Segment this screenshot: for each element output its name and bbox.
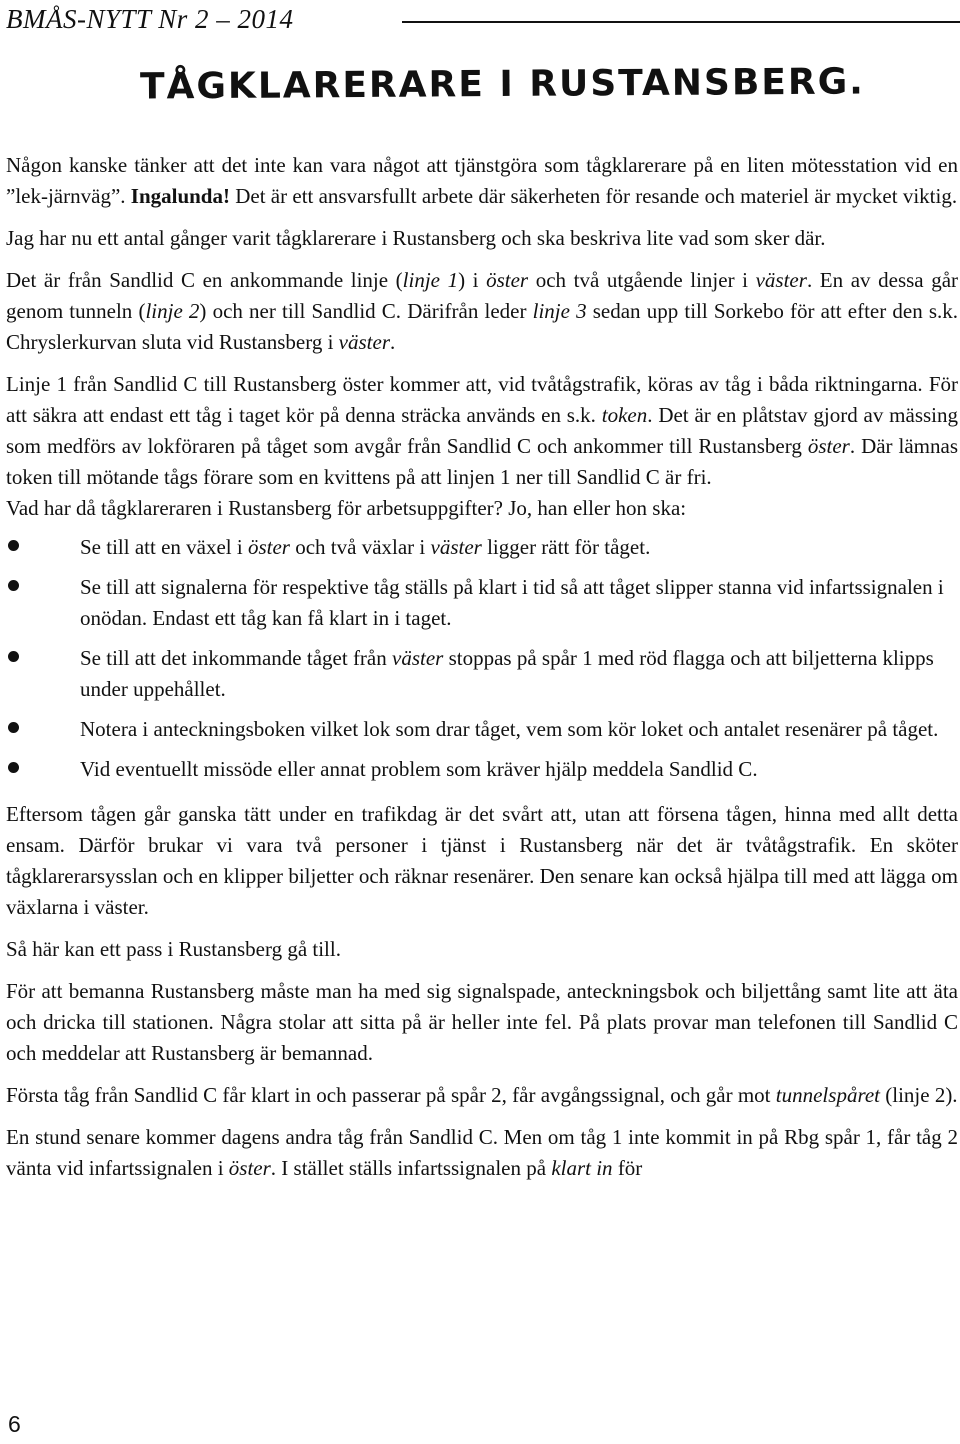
emphasis-italic: väster (430, 535, 482, 559)
emphasis-italic: linje 3 (532, 299, 587, 323)
text-run: Det är ett ansvarsfullt arbete där säkerheten för resande och materiel är mycket viktig. (229, 184, 958, 208)
paragraph-token (6, 369, 958, 493)
text-run: Vid eventuellt missöde eller annat problem som kräver hjälp meddela Sandlid C. (80, 757, 758, 781)
text-run: och två utgående linjer i (528, 268, 756, 292)
list-item (6, 572, 958, 634)
text-run: . En av dessa går genom tunneln ( (6, 268, 959, 323)
text-run: Någon kanske tänker att det inte kan vara något att tjänstgöra som tågklarerare på en liten mötesstation vid en ”lek-järnväg”. (6, 153, 958, 208)
text-run: (linje 2). (880, 1083, 958, 1107)
paragraph-second-train (6, 1122, 958, 1184)
text-run: Se till att signalerna för respektive tåg ställs på klart i tid så att tåget slipper stanna vid infartssignalen i onödan. Endast ett tåg kan få klart in i taget. (80, 575, 944, 630)
emphasis-italic: klart in (551, 1156, 613, 1180)
bullet-icon (8, 762, 19, 773)
list-item (6, 532, 958, 563)
text-run: Se till att det inkommande tåget från (80, 646, 392, 670)
emphasis-italic: token (601, 403, 648, 427)
emphasis-italic: väster (755, 268, 807, 292)
emphasis-italic: väster (392, 646, 444, 670)
emphasis-italic: öster (228, 1156, 271, 1180)
emphasis-italic: öster (807, 434, 850, 458)
paragraph-tasks-intro: Vad har då tågklareraren i Rustansberg för arbetsuppgifter? Jo, han eller hon ska: (6, 496, 687, 520)
page-number: 6 (8, 1411, 21, 1437)
emphasis-italic: tunnelspåret (775, 1083, 880, 1107)
text-run: . (390, 330, 396, 354)
emphasis-italic: väster (338, 330, 390, 354)
emphasis-italic: linje 1 (402, 268, 459, 292)
paragraph-first-train (6, 1080, 958, 1111)
emphasis-italic: öster (486, 268, 529, 292)
bullet-icon (8, 722, 19, 733)
paragraph-experience: Jag har nu ett antal gånger varit tågklarerare i Rustansberg och ska beskriva lite vad som sker där. (6, 226, 826, 250)
text-run: för (612, 1156, 643, 1180)
text-run: Det är från Sandlid C en ankommande linje ( (6, 268, 403, 292)
text-run: Notera i anteckningsboken vilket lok som drar tåget, vem som kör loket och antalet resenärer på tåget. (80, 717, 939, 741)
emphasis-italic: öster (247, 535, 290, 559)
header-rule (402, 21, 960, 23)
article-title: TÅGKLARERARE I RUSTANSBERG. (139, 61, 866, 108)
text-run: . Det är en plåtstav gjord av mässing som medförs av lokföraren på tåget som avgår från Sandlid C och ankommer till Rustansberg (6, 403, 958, 458)
text-run: En stund senare kommer dagens andra tåg från Sandlid C. Men om tåg 1 inte kommit in på Rbg spår 1, får tåg 2 vänta vid infartssignalen i (6, 1125, 958, 1180)
bullet-icon (8, 651, 19, 662)
text-run: ligger rätt för tåget. (481, 535, 651, 559)
task-list (6, 532, 958, 785)
bullet-icon (8, 540, 19, 551)
text-run: Första tåg från Sandlid C får klart in och passerar på spår 2, får avgångssignal, och går mot (6, 1083, 776, 1107)
paragraph-equipment: För att bemanna Rustansberg måste man ha med sig signalspade, anteckningsbok och biljettång samt lite att äta och dricka till stationen. Några stolar att sitta på är heller inte fel. På plats provar man telefonen till Sandlid C och meddelar att Rustansberg är bemannad. (6, 979, 958, 1065)
text-run: . I stället ställs infartssignalen på (270, 1156, 552, 1180)
list-item (6, 714, 958, 745)
publication-header: BMÅS-NYTT Nr 2 – 2014 (6, 4, 294, 34)
list-item (6, 754, 958, 785)
paragraph-shift-intro: Så här kan ett pass i Rustansberg gå till. (6, 937, 341, 961)
emphasis-bold: Ingalunda! (130, 184, 230, 208)
paragraph-intro (6, 150, 958, 212)
paragraph-lines (6, 265, 958, 358)
text-run: . Där lämnas token till mötande tågs förare som en kvittens på att linjen 1 ner till Sandlid C är fri. (6, 434, 958, 489)
paragraph-staffing: Eftersom tågen går ganska tätt under en trafikdag är det svårt att, utan att försena tågen, hinna med allt detta ensam. Därför brukar vi vara två personer i tjänst i Rustansberg när det är tvåtågstrafik. En sköter tågklarerarsysslan och en klipper biljetter och räknar resenärer. Den senare kan också hjälpa till med att lägga om växlarna i väster. (6, 802, 958, 919)
list-item (6, 643, 958, 705)
bullet-icon (8, 580, 19, 591)
text-run: Se till att en växel i (80, 535, 248, 559)
article-body (6, 150, 958, 1195)
emphasis-italic: linje 2 (145, 299, 200, 323)
text-run: Linje 1 från Sandlid C till Rustansberg öster kommer att, vid tvåtågstrafik, köras av tåg i båda riktningarna. För att säkra att endast ett tåg i taget kör på denna sträcka används en s.k. (6, 372, 958, 427)
text-run: ) i (458, 268, 487, 292)
text-run: sedan upp till Sorkebo för att efter den s.k. Chryslerkurvan sluta vid Rustansberg i (6, 299, 959, 354)
text-run: stoppas på spår 1 med röd flagga och att biljetterna klipps under uppehållet. (80, 646, 934, 701)
text-run: och två växlar i (289, 535, 431, 559)
text-run: ) och ner till Sandlid C. Därifrån leder (199, 299, 533, 323)
